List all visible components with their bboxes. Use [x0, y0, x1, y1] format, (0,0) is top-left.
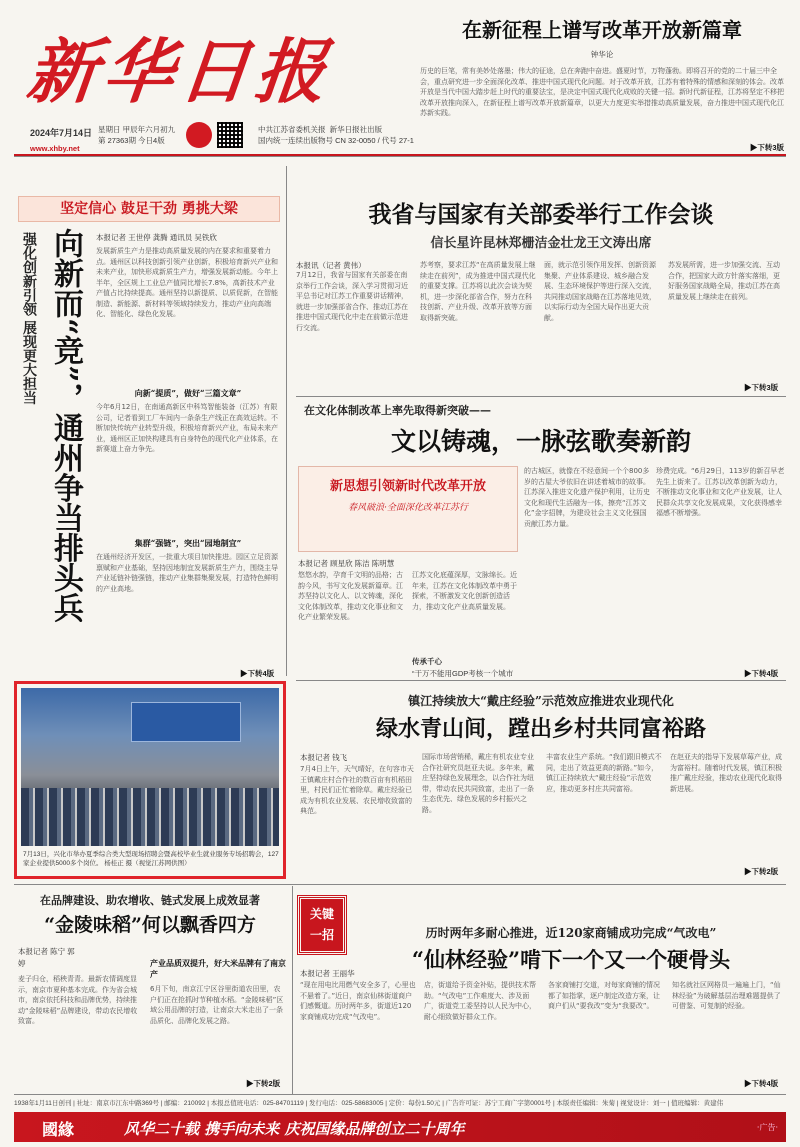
agri-next-page[interactable]: ▶下转2版	[744, 867, 779, 876]
banner	[18, 196, 280, 222]
commentary-author: 钟华论	[590, 50, 614, 59]
rice-byline: 本报记者 陈宁 郭婷	[18, 947, 75, 968]
masthead-logo: 新华日报	[23, 30, 336, 113]
ad-brand: 國緣	[42, 1120, 75, 1139]
key-byline: 本报记者 王丽华	[300, 969, 355, 978]
photo-caption: 7月13日，兴化市举办夏季综合类大型现场招聘会暨高校毕业生就业服务专场招聘会，127家企业提供5000多个岗位。 杨桂正 摄（视觉江苏网供图）	[23, 851, 279, 867]
photo-credit: 杨桂正 摄（视觉江苏网供图）	[104, 860, 191, 867]
key-badge-bottom: 一招	[309, 928, 334, 942]
footer-info: 1938年1月11日创刊 | 社址：南京市江东中路369号 | 邮编：210092 | 本报总值班电话：025-84701119 | 发行电话：025-58683005 | 定价：每份1.50元 | 广告许可证：苏宁工商广字第0001号 | 本版责任编辑：朱菊 | 视觉设计：刘一 | 值班编辑：黄建伟	[14, 1100, 724, 1107]
tongzhou-byline: 本报记者 王世停 龚腾 通讯员 吴铁欣	[96, 233, 217, 242]
agri-kicker: 镇江持续放大“戴庄经验”示范效应推进农业现代化	[408, 694, 674, 708]
commentary-headline[interactable]: 在新征程上谱写改革开放新篇章	[462, 18, 742, 42]
key-kicker: 历时两年多耐心推进，近120家商铺成功完成“气改电”	[425, 926, 717, 940]
series-title: 新思想引领新时代改革开放	[329, 479, 486, 494]
culture-byline: 本报记者 顾星欣 陈洁 陈明慧	[298, 559, 395, 568]
ad-banner[interactable]	[14, 1112, 786, 1142]
lead-subhead: 信长星许昆林郑栅洁金壮龙王文涛出席	[430, 236, 652, 251]
logo-emblem-icon	[186, 122, 212, 148]
rice-subhead-1: 产业品质双提升，好大米品牌有了南京产	[150, 958, 286, 979]
publisher-label: 中共江苏省委机关报 新华日报社出版	[258, 125, 383, 134]
qr-code-icon	[217, 122, 243, 148]
commentary-box: 在新征程上谱写改革开放新篇章 钟华论 历史的巨笔，常有美妙处落墨；伟大的征途，总在奔跑中奋进。盛夏时节，万物蓬勃。即将召开的党的二十届三中全会，重点研究进一步全面深化改革、推进中国式现代化问题。对于改革开放，江苏有着特殊的情感和深刻的体会。改革开放是当代中国大踏步赶上时代的重要法宝，是决定中国式现代化成败的关键一招。新时代新征程，江苏将坚定不移把改革开放推向深入，在新征程上谱写改革开放新篇章，以更大力度更实举措推动高质量发展，奋力推进中国式现代化江苏新实践。 ▶下转3版	[420, 14, 784, 154]
culture-quote: “干万不能用GDP考核一个城市	[412, 669, 514, 678]
tongzhou-next-page[interactable]: ▶下转4版	[240, 669, 275, 678]
photo-frame	[14, 681, 286, 879]
agri-headline[interactable]: 绿水青山间，蹚出乡村共同富裕路	[375, 716, 706, 742]
issue-number: 第 27363期 今日4版	[98, 136, 165, 145]
lead-byline: 本报讯（记者 黄伟）	[296, 261, 366, 270]
key-next-page[interactable]: ▶下转4版	[744, 1079, 779, 1088]
cn-number: 国内统一连续出版物号 CN 32-0050 / 代号 27-1	[258, 136, 414, 145]
ad-tag: ·广告·	[756, 1123, 778, 1132]
rice-headline[interactable]: “金陵味稻”何以飘香四方	[44, 914, 256, 936]
banner-text: 坚定信心 鼓足干劲 勇挑大梁	[60, 201, 238, 217]
key-badge	[298, 896, 346, 954]
culture-next-page[interactable]: ▶下转4版	[744, 669, 779, 678]
issue-weekday: 星期日 甲辰年六月初九	[98, 125, 176, 134]
culture-kicker: 在文化体制改革上率先取得新突破——	[304, 404, 491, 417]
tongzhou-subhead-1: 向新“提质”，做好“三篇文章”	[134, 388, 242, 398]
tongzhou-headline[interactable]: 向新而“竞”，通州争当排头兵	[48, 228, 83, 623]
ad-slogan: 风华二十载 携手向未来 庆祝国缘品牌创立二十周年	[124, 1120, 465, 1138]
website-link[interactable]: www.xhby.net	[30, 144, 80, 153]
culture-headline[interactable]: 文以铸魂，一脉弦歌奏新韵	[390, 427, 691, 456]
series-box	[298, 466, 518, 552]
lead-headline[interactable]: 我省与国家有关部委举行工作会谈	[368, 201, 714, 228]
issue-date: 2024年7月14日	[30, 128, 93, 138]
key-headline[interactable]: “仙林经验”啃下一个又一个硬骨头	[411, 947, 731, 972]
tongzhou-subhead-2: 集群“强链”，突出“园地制宜”	[134, 538, 242, 548]
rice-next-page[interactable]: ▶下转2版	[246, 1079, 281, 1088]
series-subtitle: 春风破浪·全面深化改革江苏行	[348, 503, 468, 513]
lead-next-page[interactable]: ▶下转3版	[744, 383, 779, 392]
culture-author2: 传承千心	[412, 657, 442, 666]
commentary-next-page[interactable]: ▶下转3版	[749, 143, 784, 152]
agri-byline: 本报记者 钱飞	[300, 753, 348, 762]
side-title: 强化创新引领 展现更大担当	[21, 232, 37, 405]
rice-kicker: 在品牌建设、助农增收、链式发展上成效显著	[40, 894, 260, 907]
key-badge-top: 关键	[309, 907, 334, 921]
job-fair-photo[interactable]	[21, 688, 279, 846]
